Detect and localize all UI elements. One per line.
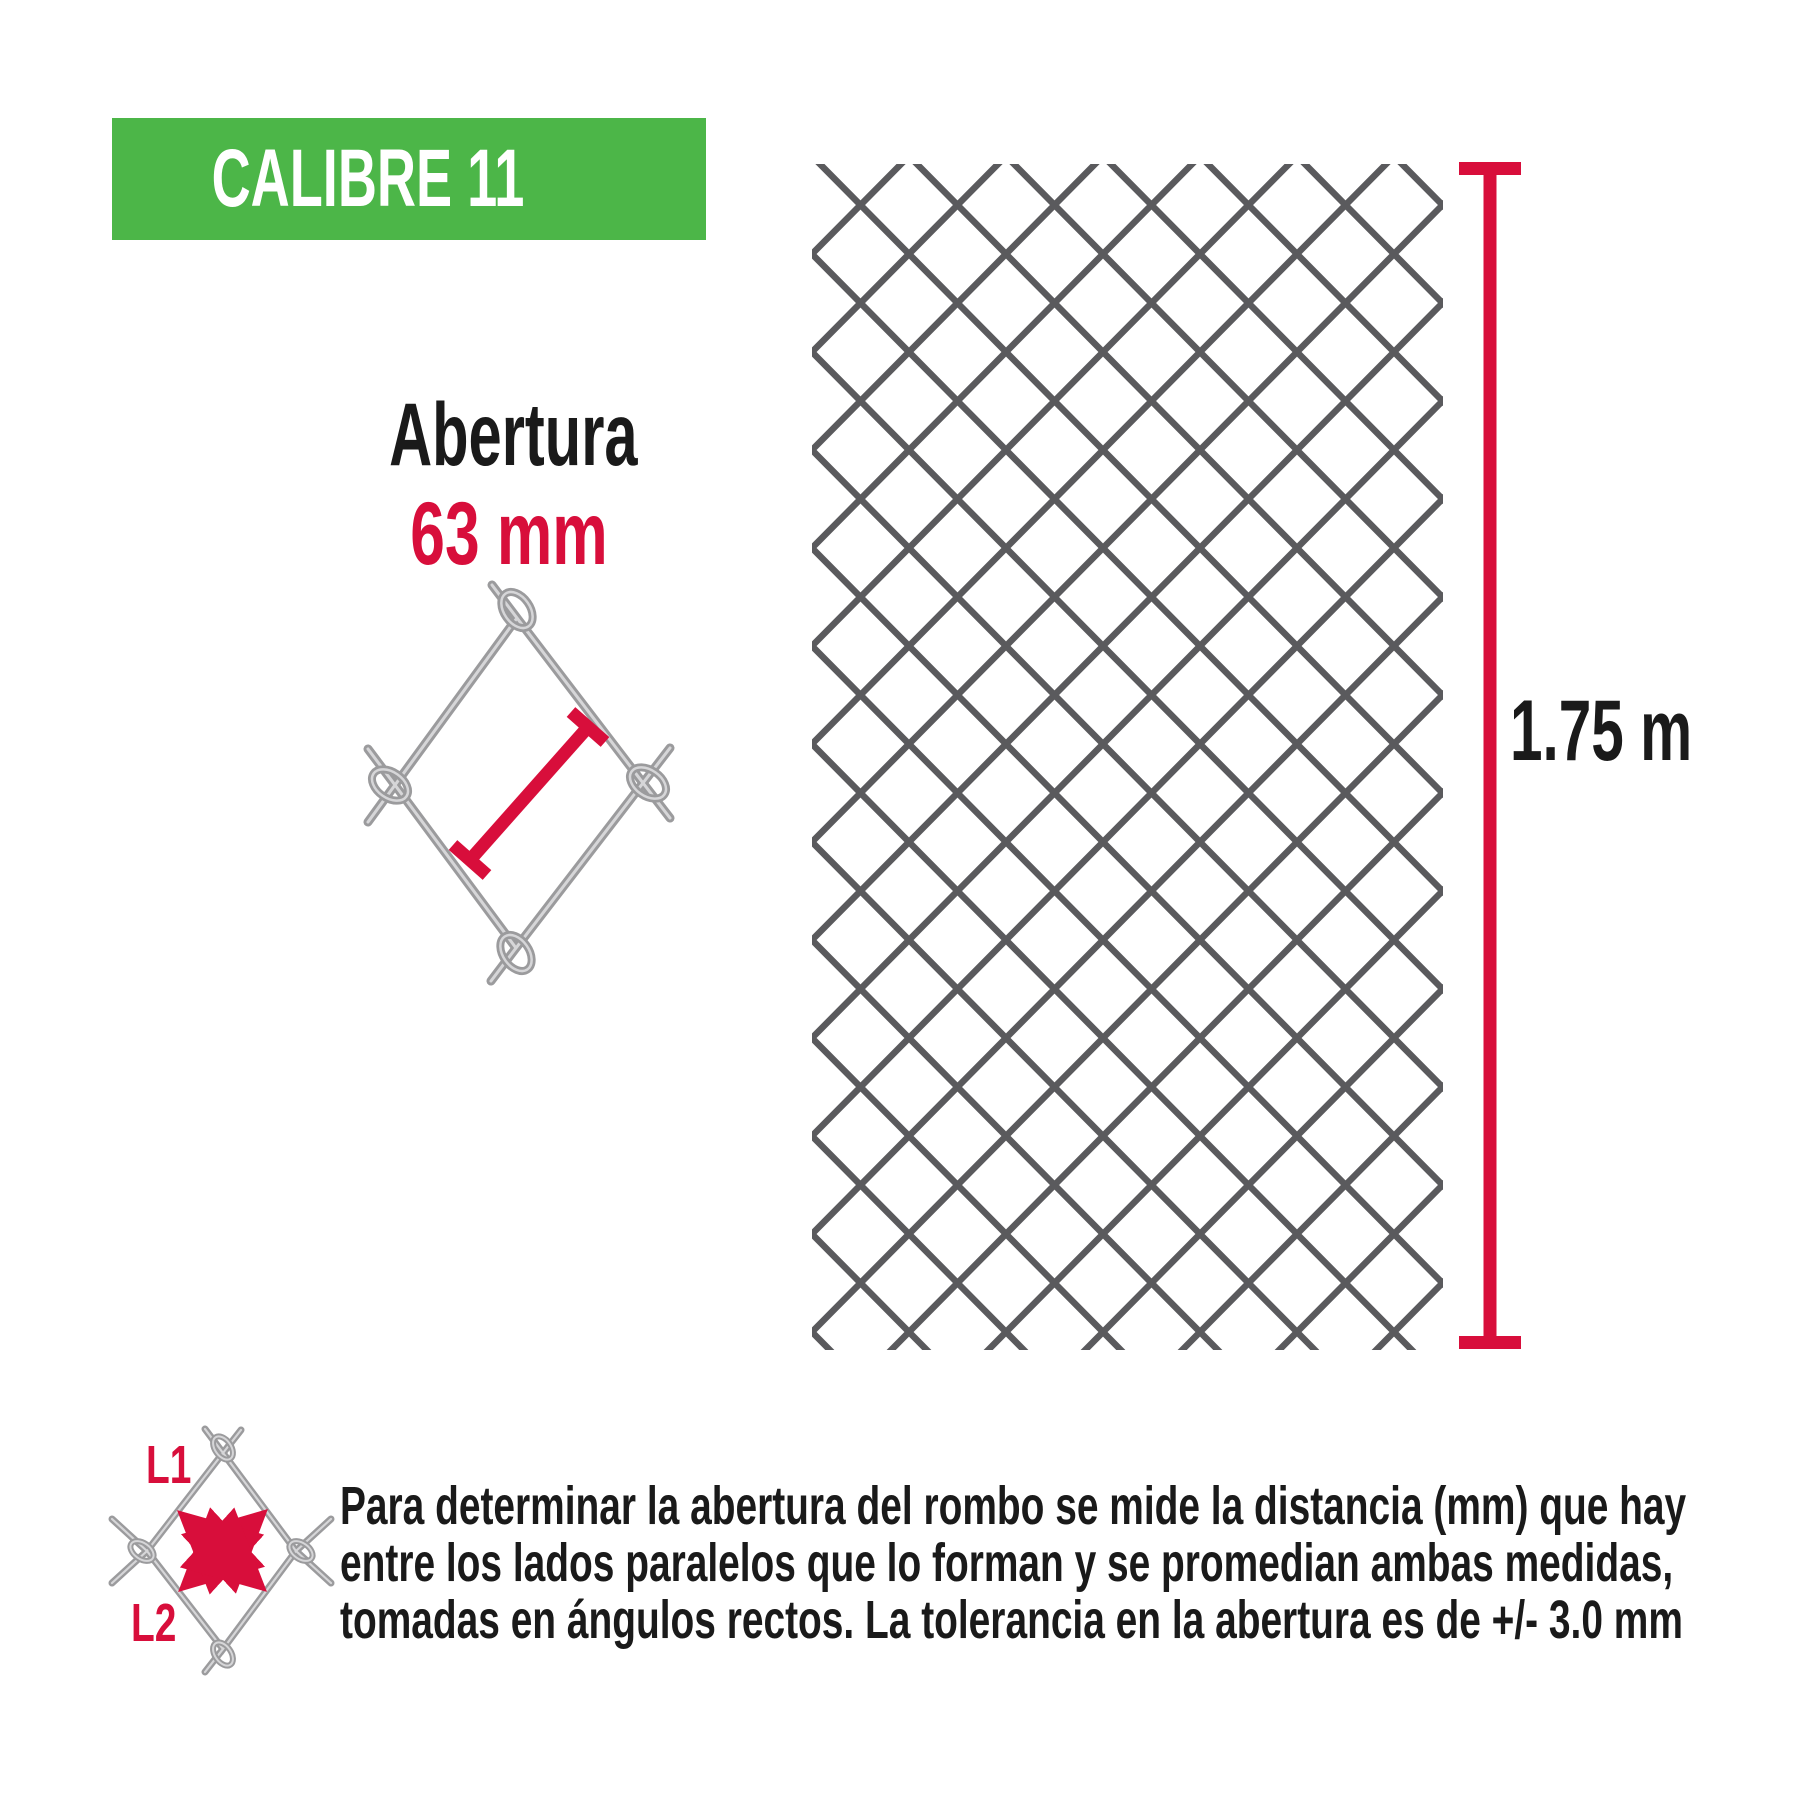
opening-value: 63 mm — [410, 483, 608, 583]
legend-label-l2: L2 — [131, 1593, 177, 1653]
diamond-opening-illustration — [366, 585, 672, 981]
mesh-panel-illustration — [812, 164, 1443, 1350]
wire-twist-knots — [366, 586, 672, 977]
description-line-1: Para determinar la abertura del rombo se mide la distancia (mm) que hay — [340, 1476, 1687, 1536]
diagonal-measure-arrows — [189, 1520, 256, 1581]
gauge-badge-label: CALIBRE 11 — [211, 133, 525, 224]
diamond-wire — [366, 585, 672, 981]
description-line-3: tomadas en ángulos rectos. La tolerancia en la abertura es de +/- 3.0 mm — [340, 1590, 1683, 1650]
legend-label-l1: L1 — [146, 1435, 192, 1495]
opening-title: Abertura — [389, 384, 638, 484]
description-line-2: entre los lados paralelos que lo forman y se promedian ambas medidas, — [340, 1533, 1674, 1593]
measurement-description — [340, 1478, 1751, 1649]
opening-measure-bar — [453, 712, 605, 875]
height-label: 1.75 m — [1510, 683, 1693, 779]
gauge-badge — [112, 118, 706, 240]
